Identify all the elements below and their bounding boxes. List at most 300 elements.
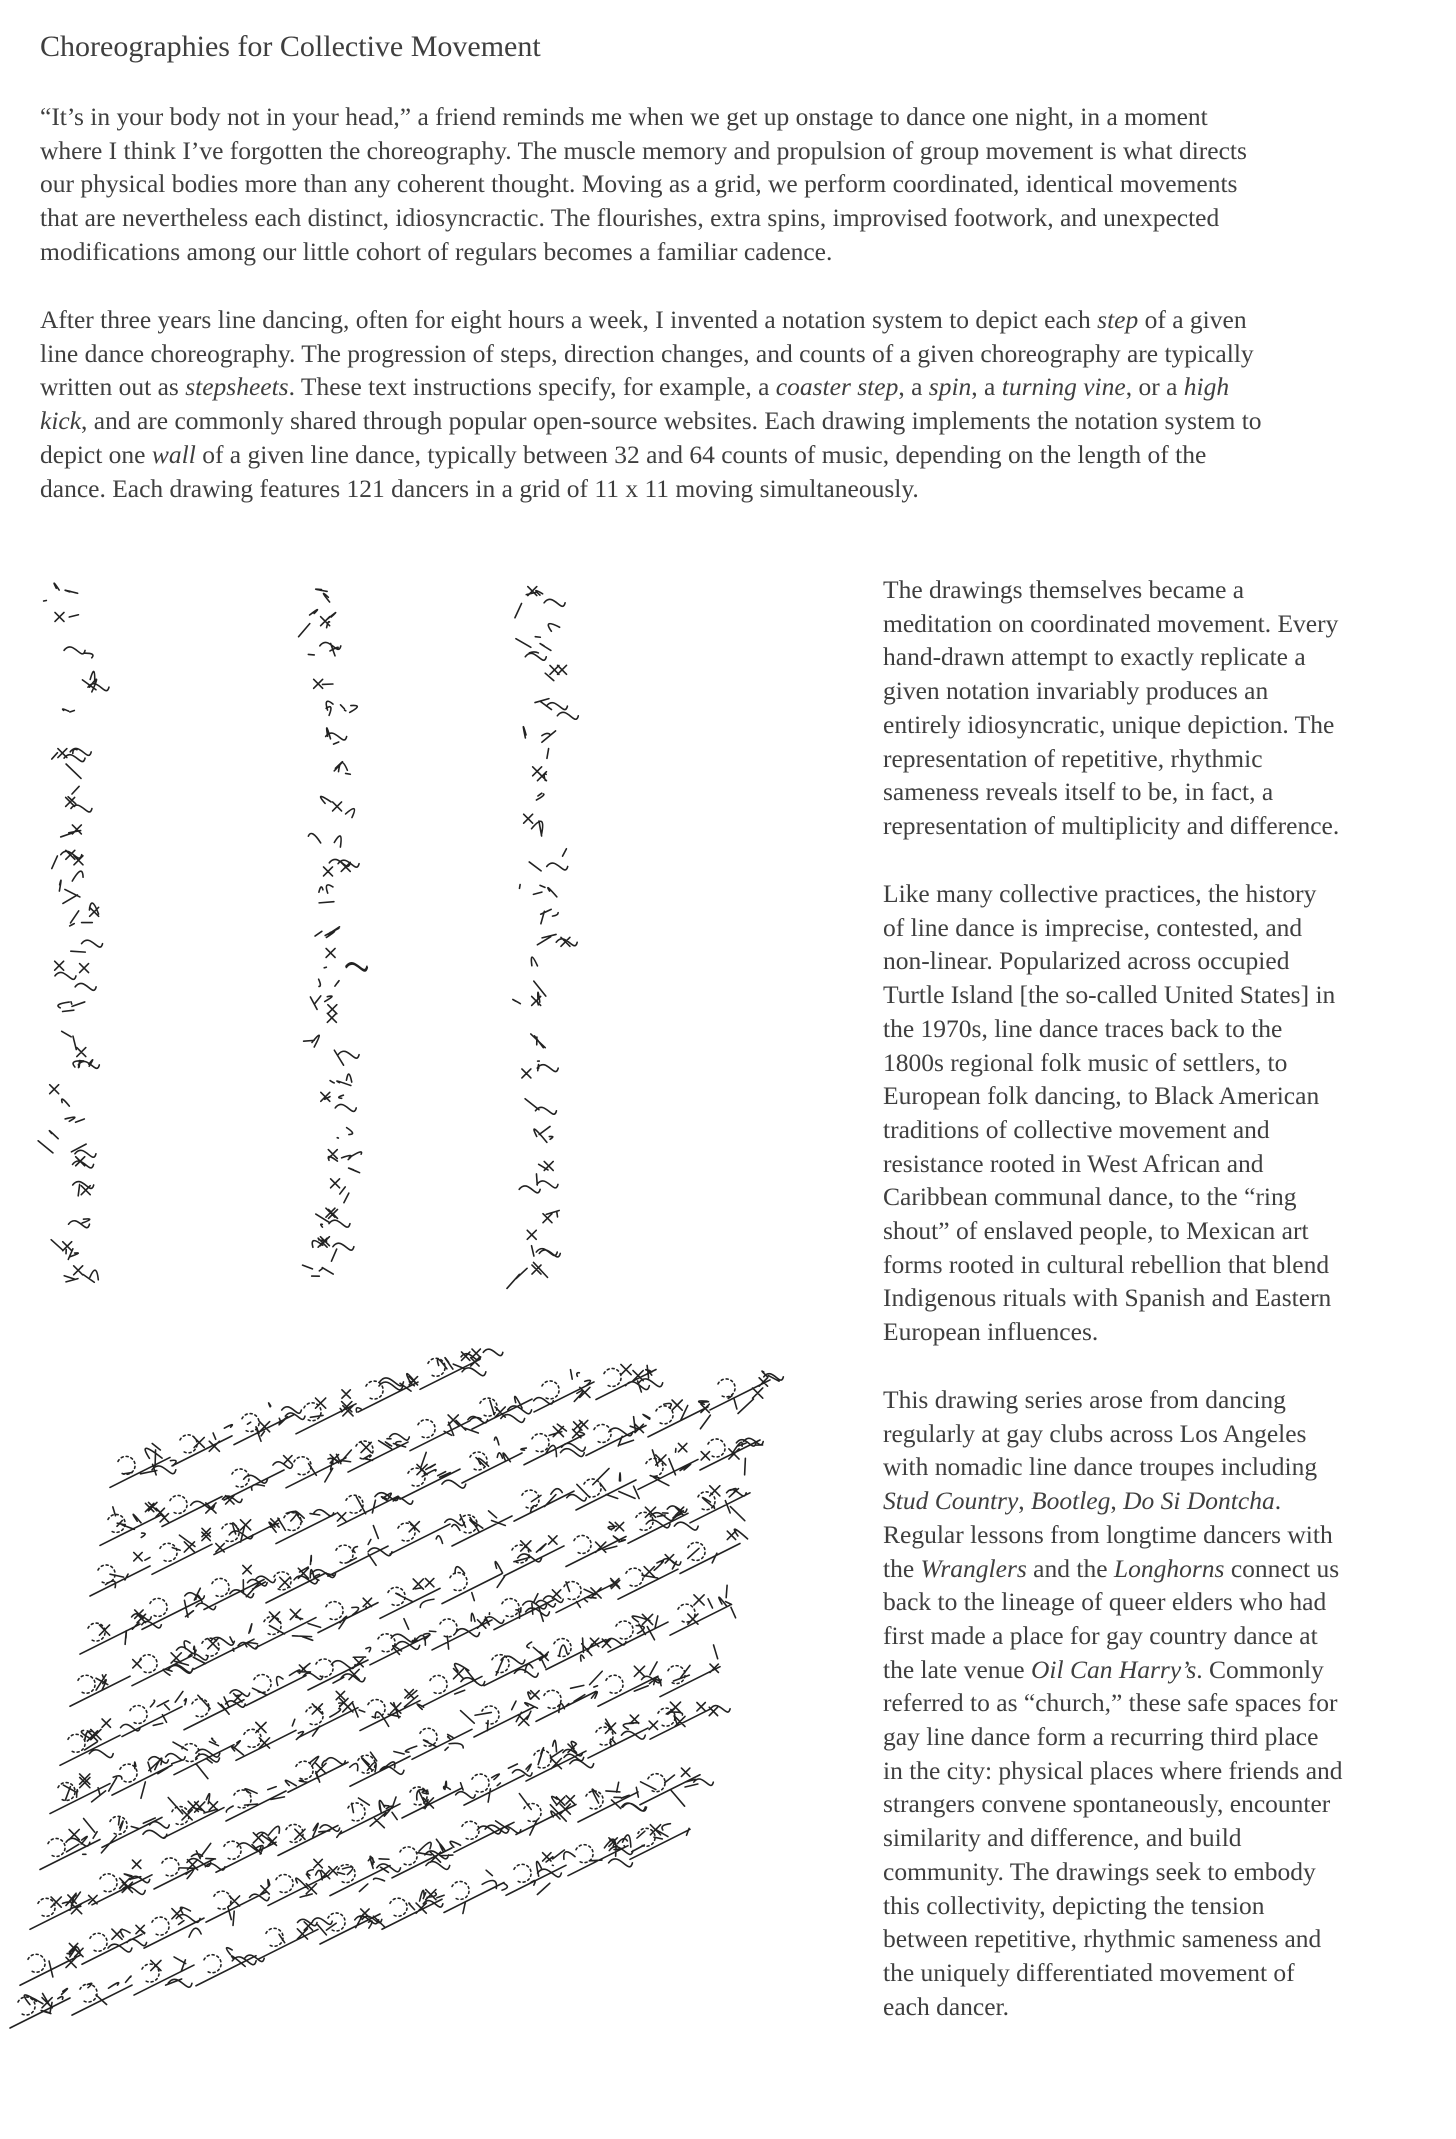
dancer-notation [20, 1943, 83, 1985]
dancer-notation [432, 1613, 504, 1650]
spin-mark [142, 1964, 159, 1982]
dancer-notation [90, 1552, 150, 1596]
text-segment: of a given line dance, typically between 32 and 64 counts of music, depending on the length of the [195, 439, 1207, 469]
notation-glyph [319, 885, 334, 903]
dancer-notation [650, 1702, 730, 1739]
dancer-notation [524, 1420, 588, 1464]
spin-mark [348, 1803, 365, 1821]
text-line [883, 1889, 1343, 1923]
notation-glyph [70, 903, 99, 926]
spin-mark [450, 1573, 467, 1591]
dancer-notation [420, 1349, 503, 1389]
notation-glyph [324, 948, 367, 971]
text-segment: gay line dance form a recurring third place [883, 1722, 1319, 1752]
italic-text: turning vine [1001, 372, 1126, 402]
text-line [40, 167, 1247, 201]
spin-mark [554, 1639, 571, 1657]
text-line [883, 944, 1335, 978]
text-line [40, 235, 1247, 269]
notation-glyph [523, 727, 555, 759]
text-line [883, 1113, 1335, 1147]
text-segment: , and are commonly shared through popular open-source websites. Each drawing implements the notation system to [81, 406, 1262, 436]
dancer-notation [196, 1948, 264, 1986]
dancer-notation [358, 1374, 418, 1412]
text-line [40, 337, 1262, 371]
text-segment: hand-drawn attempt to exactly replicate a [883, 642, 1306, 672]
notation-glyph [535, 624, 559, 638]
notation-glyph [58, 1002, 85, 1012]
text-segment: similarity and difference, and build [883, 1823, 1242, 1853]
notation-glyph [55, 961, 96, 990]
side-paragraph-1 [883, 573, 1339, 843]
notation-glyph [321, 1092, 356, 1111]
spin-mark [368, 1700, 385, 1718]
side-paragraph-3 [883, 1383, 1343, 2023]
spin-mark [366, 1381, 383, 1399]
dancer-notation [464, 1764, 532, 1805]
text-segment: the 1970s, line dance traces back to the [883, 1013, 1283, 1043]
text-line [883, 1079, 1335, 1113]
spin-mark [532, 1434, 549, 1452]
spin-mark [224, 1841, 241, 1859]
text-line [883, 1922, 1343, 1956]
notation-glyph [535, 699, 578, 720]
notation-glyph [52, 850, 83, 868]
dancer-notation [276, 1510, 346, 1544]
text-line [883, 742, 1339, 776]
notation-glyph [519, 885, 556, 897]
dancer-notation [586, 1414, 650, 1455]
notation-glyph [50, 1085, 70, 1106]
spin-mark [524, 1803, 541, 1821]
text-line [883, 1147, 1335, 1181]
text-segment: of a given [1138, 305, 1247, 334]
dancer-notation [92, 1860, 152, 1905]
spin-mark [140, 1655, 157, 1673]
text-segment: this collectivity, depicting the tension [883, 1890, 1265, 1920]
notation-glyph [61, 825, 82, 837]
spin-mark [656, 1406, 673, 1424]
notation-glyph [310, 979, 339, 1009]
spin-mark [648, 1774, 665, 1792]
dancer-notation [298, 1691, 365, 1737]
dancer-notation [164, 1794, 233, 1838]
text-segment: shout” of enslaved people, to Mexican art [883, 1216, 1309, 1246]
text-line [883, 1653, 1343, 1687]
text-segment: line dance choreography. The progression of steps, direction changes, and counts of a given choreography are typically [40, 338, 1254, 368]
notation-glyph [69, 1219, 90, 1228]
spin-mark [616, 1621, 633, 1639]
text-segment: the late venue [883, 1654, 1031, 1684]
notation-glyph [513, 992, 541, 1005]
notation-glyph [38, 1141, 96, 1168]
dancer-notation [648, 1400, 710, 1437]
notation-glyph [531, 957, 545, 996]
text-line [883, 1686, 1343, 1720]
spin-mark [428, 1358, 445, 1376]
notation-glyph [63, 709, 75, 712]
spin-mark [636, 1512, 653, 1530]
spin-mark [118, 1456, 135, 1474]
text-segment: of line dance is imprecise, contested, and [883, 912, 1303, 942]
spin-mark [544, 1690, 561, 1708]
notation-glyph [330, 1074, 352, 1085]
notation-glyph [522, 1061, 558, 1078]
dancer-notation [568, 1835, 644, 1876]
notation-glyph [299, 610, 336, 637]
text-segment: where I think I’ve forgotten the choreography. The muscle memory and propulsion of group movement is what directs [40, 135, 1247, 165]
notation-glyph [59, 871, 83, 903]
text-segment: sameness reveals itself to be, in fact, a [883, 777, 1274, 807]
notation-glyph [44, 583, 78, 601]
spin-mark [418, 1420, 435, 1438]
spin-mark [678, 1604, 695, 1622]
dancer-notation [452, 1511, 512, 1546]
notation-glyph [66, 764, 81, 794]
dancer-notation [236, 1719, 303, 1760]
notation-glyph [516, 639, 551, 661]
italic-text: coaster step [775, 372, 899, 402]
spin-mark [306, 1707, 323, 1725]
text-line [883, 573, 1339, 607]
text-segment: each dancer. [883, 1991, 1009, 2021]
spin-mark [390, 1898, 407, 1916]
text-line [40, 370, 1262, 404]
text-segment: , [1110, 1486, 1124, 1516]
spin-mark [150, 1598, 167, 1616]
spin-mark [542, 1381, 559, 1399]
notation-glyph [331, 1179, 349, 1203]
text-segment: that are nevertheless each distinct, idiosyncractic. The flourishes, extra spins, improvised footwork, and unexpected [40, 203, 1220, 233]
dancer-notation [204, 1565, 275, 1609]
dancer-notation [308, 1647, 371, 1690]
text-line [40, 134, 1247, 168]
dancer-notation [484, 1642, 548, 1686]
dancer-notation [536, 1671, 602, 1721]
dancer-notation [640, 1768, 713, 1806]
intro-paragraph-2 [40, 303, 1262, 505]
text-segment: written out as [40, 372, 186, 402]
text-segment: our physical bodies more than any coherent thought. Moving as a grid, we perform coordinated, identical movements [40, 169, 1238, 199]
spin-mark [296, 1761, 313, 1779]
spin-mark [462, 1821, 479, 1839]
dancer-notation [154, 1843, 225, 1889]
text-segment: entirely idiosyncratic, unique depiction. The [883, 709, 1335, 739]
spin-mark [214, 1891, 231, 1909]
dancer-notation [660, 1645, 720, 1697]
text-segment: the [883, 1553, 921, 1583]
dancer-notation [690, 1486, 750, 1523]
text-line [883, 911, 1335, 945]
notation-glyph [507, 1262, 548, 1288]
text-segment: traditions of collective movement and [883, 1114, 1270, 1144]
text-line [883, 1281, 1335, 1315]
spin-mark [328, 1913, 345, 1931]
text-line [883, 1821, 1343, 1855]
text-segment: strangers convene spontaneously, encounter [883, 1789, 1331, 1819]
text-segment: and the [1026, 1553, 1114, 1583]
spin-mark [638, 1828, 655, 1846]
dancer-notation [296, 1390, 361, 1434]
dancer-notation [320, 1909, 385, 1944]
text-line [883, 1585, 1343, 1619]
dancer-notation [30, 1892, 97, 1929]
notation-glyph [73, 1048, 99, 1069]
notation-glyph [539, 1161, 554, 1170]
text-line [883, 1383, 1343, 1417]
notation-glyph [328, 1150, 361, 1173]
dancer-notation [172, 1425, 232, 1466]
dancer-notation [680, 1529, 748, 1573]
text-segment: resistance rooted in West African and [883, 1148, 1264, 1178]
text-line [883, 1180, 1335, 1214]
text-line [883, 1046, 1335, 1080]
text-line [883, 1417, 1343, 1451]
text-segment: 1800s regional folk music of settlers, to [883, 1047, 1288, 1077]
spin-mark [646, 1458, 663, 1476]
notation-glyph [64, 647, 93, 658]
spin-mark [162, 1858, 179, 1876]
notation-glyph [536, 793, 543, 800]
italic-text: wall [151, 439, 196, 469]
dancer-notation [50, 1774, 122, 1814]
text-segment: European influences. [883, 1317, 1099, 1347]
text-line [883, 1990, 1343, 2024]
dancer-notation [184, 1690, 250, 1730]
text-segment: the uniquely differentiated movement of [883, 1957, 1295, 1987]
italic-text: kick [40, 406, 82, 436]
notation-glyph [515, 587, 565, 618]
text-segment: . Commonly [1196, 1654, 1324, 1684]
text-segment: European folk dancing, to Black American [883, 1081, 1320, 1111]
side-paragraph-2 [883, 877, 1335, 1349]
dancer-notation [710, 1371, 783, 1413]
notation-glyph [304, 1035, 359, 1065]
text-segment: representation of multiplicity and difference. [883, 810, 1340, 840]
spin-mark [100, 1874, 117, 1892]
text-segment: back to the lineage of queer elders who had [883, 1587, 1327, 1617]
dancer-notation [112, 1754, 185, 1799]
spin-mark [606, 1675, 623, 1693]
spin-mark [234, 1790, 251, 1808]
dancer-notation [546, 1638, 626, 1670]
spin-mark [378, 1634, 395, 1652]
dancer-notation [268, 1859, 337, 1905]
text-segment: regularly at gay clubs across Los Angeles [883, 1418, 1307, 1448]
spin-mark [192, 1699, 209, 1717]
notation-glyph [73, 1182, 94, 1196]
text-line [883, 775, 1339, 809]
text-segment: . [1274, 1486, 1282, 1516]
spin-mark [576, 1845, 593, 1863]
dancer-notation [474, 1691, 539, 1737]
text-segment: . These text instructions specify, for example, a [288, 372, 776, 402]
dancer-notation [226, 1780, 296, 1821]
italic-text: Longhorns [1113, 1553, 1225, 1583]
text-line [883, 1315, 1335, 1349]
dancer-notation [10, 1989, 70, 2028]
dancer-notation [144, 1907, 204, 1948]
text-segment: meditation on coordinated movement. Every [883, 608, 1339, 638]
notation-glyph [321, 796, 355, 817]
spin-mark [68, 1734, 85, 1752]
text-segment: community. The drawings seek to embody [883, 1856, 1316, 1886]
dancer-notation [556, 1578, 620, 1612]
dancer-notation [596, 1364, 663, 1399]
text-segment: between repetitive, rhythmic sameness and [883, 1924, 1322, 1954]
dancer-notation [173, 1738, 243, 1778]
spin-mark [284, 1513, 301, 1531]
dancer-notation [101, 1817, 169, 1853]
spin-mark [502, 1599, 519, 1617]
dancer-grid-drawing [20, 1355, 840, 2055]
italic-text: Wranglers [920, 1553, 1027, 1583]
dancer-notation [442, 1562, 505, 1604]
dancer-notation [110, 1444, 176, 1488]
text-line [40, 303, 1262, 337]
dancer-notation [132, 1641, 208, 1686]
text-segment: Indigenous rituals with Spanish and Eastern [883, 1283, 1332, 1313]
spin-mark [336, 1545, 353, 1563]
text-segment: The drawings themselves became a [883, 575, 1245, 604]
spin-mark [574, 1535, 591, 1553]
spin-mark [514, 1864, 531, 1882]
notation-glyph [326, 701, 357, 715]
text-segment: , [1018, 1486, 1032, 1516]
text-segment: with nomadic line dance troupes including [883, 1452, 1318, 1482]
text-line [883, 1248, 1335, 1282]
spin-mark [170, 1495, 187, 1513]
dancer-notation [598, 1662, 661, 1706]
spin-mark [180, 1435, 197, 1453]
text-line [883, 1787, 1343, 1821]
text-segment: dance. Each drawing features 121 dancers in a grid of 11 x 11 moving simultaneously. [40, 473, 919, 503]
notation-glyph [82, 671, 109, 691]
spin-mark [708, 1439, 725, 1457]
dancer-notation [234, 1403, 305, 1445]
dancer-notation [534, 1370, 594, 1412]
notation-glyph [537, 934, 577, 946]
spin-mark [212, 1578, 229, 1596]
dancer-notation [134, 1957, 194, 1995]
text-line [883, 1518, 1343, 1552]
text-line [883, 1754, 1343, 1788]
notation-glyph [312, 1237, 354, 1250]
spin-mark [658, 1708, 675, 1726]
dancer-notation [82, 1925, 147, 1964]
dancer-notation [266, 1556, 336, 1603]
italic-text: step [1097, 305, 1139, 334]
dancer-notation [214, 1518, 285, 1555]
spin-mark [594, 1424, 611, 1442]
dancer-notation [122, 1691, 186, 1736]
dancer-notation [526, 1740, 594, 1781]
text-line [883, 1012, 1335, 1046]
notation-glyph [316, 589, 330, 602]
notation-glyph [334, 762, 350, 775]
text-line [883, 1956, 1343, 1990]
notation-glyph [316, 1208, 350, 1227]
text-line [883, 1450, 1343, 1484]
spin-mark [244, 1729, 261, 1747]
dancer-notation [288, 1756, 358, 1792]
notation-glyph [337, 1128, 352, 1138]
dancer-notation [246, 1663, 323, 1705]
spin-mark [152, 1917, 169, 1935]
dancer-notation [514, 1484, 590, 1521]
text-segment: , or a [1125, 372, 1184, 402]
spin-mark [232, 1469, 249, 1487]
notation-strip-3 [508, 585, 603, 1285]
text-line [40, 100, 1247, 134]
notation-glyph [315, 927, 340, 938]
dancer-notation [318, 1598, 378, 1632]
dancer-notation [70, 1660, 141, 1707]
text-line [883, 708, 1339, 742]
dancer-notation [360, 1690, 424, 1731]
notation-glyph [326, 728, 347, 744]
notation-glyph [71, 940, 103, 952]
italic-text: stepsheets [185, 372, 289, 402]
dancer-notation [258, 1918, 332, 1959]
text-segment: Regular lessons from longtime dancers with [883, 1519, 1333, 1549]
notation-glyph [531, 1034, 545, 1048]
dancer-notation [608, 1614, 668, 1652]
notation-glyph [308, 642, 340, 655]
text-segment: given notation invariably produces an [883, 676, 1269, 706]
text-line [883, 640, 1339, 674]
dancer-notation [380, 1578, 440, 1618]
notation-glyph [55, 612, 78, 621]
text-segment: After three years line dancing, often for eight hours a week, I invented a notation system to depict each [40, 305, 1098, 334]
text-line [883, 607, 1339, 641]
dancer-notation [504, 1536, 564, 1576]
spin-mark [130, 1706, 147, 1724]
dancer-notation [444, 1870, 507, 1913]
notation-glyph [66, 797, 92, 812]
text-line [40, 404, 1262, 438]
spin-mark [472, 1774, 489, 1792]
spin-mark [294, 1457, 311, 1475]
text-segment: , a [898, 372, 929, 402]
dancer-notation [330, 1856, 401, 1895]
dancer-notation [638, 1443, 710, 1489]
text-line [40, 438, 1262, 472]
dancer-notation [340, 1797, 400, 1834]
dancer-notation [286, 1450, 351, 1488]
spin-mark [440, 1619, 457, 1637]
intro-paragraph-1 [40, 100, 1247, 269]
notation-glyph [541, 909, 558, 923]
notation-glyph [64, 1266, 98, 1282]
spin-mark [304, 1403, 321, 1421]
text-line [883, 1619, 1343, 1653]
dancer-notation [618, 1555, 681, 1600]
text-segment: modifications among our little cohort of regulars becomes a familiar cadence. [40, 236, 833, 266]
notation-glyph [308, 833, 341, 847]
dancer-notation [224, 1456, 293, 1500]
page-title: Choreographies for Collective Movement [40, 30, 541, 63]
dancer-notation [628, 1506, 698, 1543]
dancer-notation [472, 1396, 553, 1429]
dancer-notation [494, 1590, 563, 1630]
dancer-notation [256, 1609, 321, 1647]
dancer-notation [348, 1434, 409, 1472]
text-segment: connect us [1224, 1553, 1340, 1583]
text-line [883, 674, 1339, 708]
dancer-notation [80, 1610, 161, 1654]
spin-mark [596, 1727, 613, 1745]
